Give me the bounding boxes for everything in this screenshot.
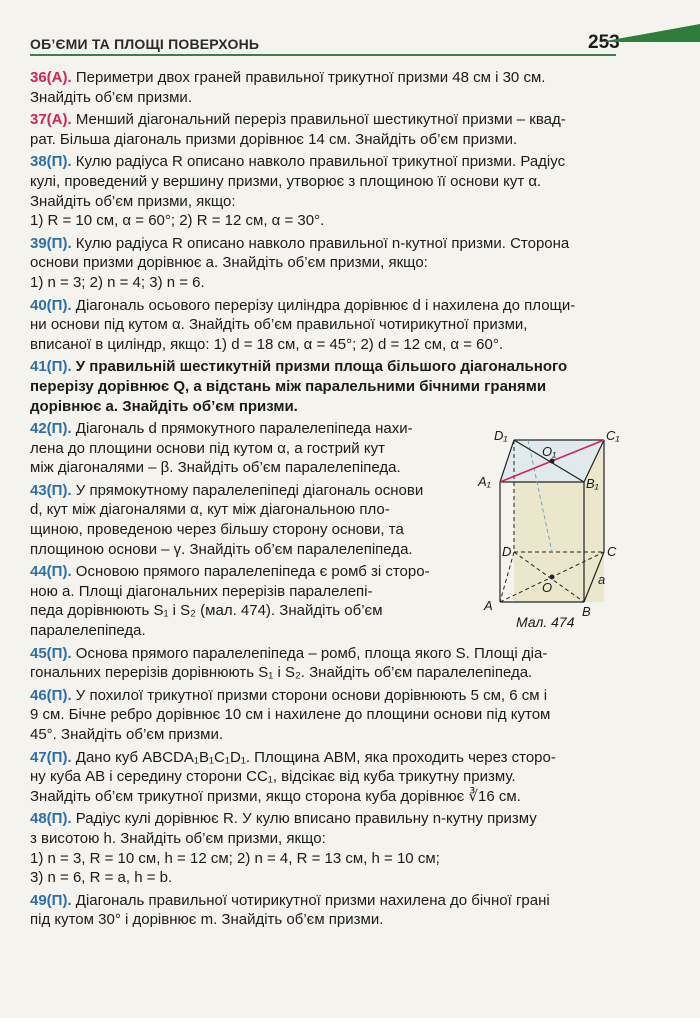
problem-number: 45(П). [30,644,72,662]
problem-number: 48(П). [30,810,72,828]
problem-49: 49(П). Діагональ правильної чотирикутної призми нахилена до бічної грані під кутом 30° і дорівнює m. Знайдіть об’єм призми. [30,891,550,929]
label-c: C [607,544,617,559]
label-a: A [484,598,493,613]
section-title: ОБ’ЄМИ ТА ПЛОЩІ ПОВЕРХОНЬ [30,36,260,52]
label-o1: O₁ [542,444,557,459]
page-header [30,34,670,58]
problem-48: 48(П). Радіус кулі дорівнює R. У кулю вписано правильну n-кутну призму з висотою h. Знайдіть об’єм призми, якщо: 1) n = 3, R = 10 см, h = 12 см; 2) n = 4, R = 13 см, h = 10 см; 3) n = 6, R = a, h = b. [30,810,537,887]
problem-47: 47(П). Дано куб ABCDA₁B₁C₁D₁. Площина ABM, яка проходить через сторо- ну куба AB і середину сторони CC₁, відсікає від куба трикутну призму. Знайдіть об’єм трикутної призми, якщо сторона куба дорівнює ∛16 см. [30,748,556,805]
problem-44: 44(П). Основою прямого паралелепіпеда є ромб зі сторо- ною a. Площі діагональних перерізів паралелепі- педа дорівнюють S₁ і S₂ (мал. 474). Знайдіть об’єм паралелепіпеда. [30,563,430,640]
problem-number: 44(П). [30,563,72,581]
problem-42: 42(П). Діагональ d прямокутного паралелепіпеда нахи- лена до площини основи під кутом α, а гострий кут між діагоналями – β. Знайдіть об’єм паралелепіпеда. [30,420,413,477]
page-number: 253 [588,32,620,53]
corner-tab-decoration [600,20,700,60]
problem-number: 40(П). [30,296,72,314]
problem-39: 39(П). Кулю радіуса R описано навколо правильної n-кутної призми. Сторона основи призми дорівнює a. Знайдіть об’єм призми, якщо: 1) n = 3; 2) n = 4; 3) n = 6. [30,234,570,291]
header-rule [30,54,616,56]
problem-number: 36(А). [30,69,72,86]
label-b: B [582,604,591,619]
problem-number: 39(П). [30,234,72,252]
problem-number: 42(П). [30,420,72,438]
label-b1: B₁ [586,476,599,491]
problem-40: 40(П). Діагональ осьового перерізу циліндра дорівнює d і нахилена до площи- ни основи під кутом α. Знайдіть об’єм правильної чотирикутної призми, вписаної в циліндр, якщо: 1) d = 18 см, α = 45°; 2) d = 12 см, α = 60°. [30,296,576,353]
problem-number: 49(П). [30,891,72,909]
problem-41: 41(П). У правильній шестикутній призми площа більшого діагонального перерізу дорівнює Q, а відстань між паралельними бічними гранями дорівнює a. Знайдіть об’єм призми. [30,358,568,415]
problem-36: 36(А). Периметри двох граней правильної трикутної призми 48 см і 30 см. Знайдіть об’єм призми. [30,69,546,106]
problem-number: 37(А). [30,111,72,129]
label-o: O [542,580,553,595]
problem-38: 38(П). Кулю радіуса R описано навколо правильної трикутної призми. Радіус кулі, проведений у вершину призми, утворює з площиною її основи кут α. Знайдіть об’єм призми, якщо: 1) R = 10 см, α = 60°; 2) R = 12 см, α = 30°. [30,153,566,230]
point-o1 [550,459,555,464]
problem-number: 38(П). [30,153,72,171]
problem-37: 37(А). Менший діагональний переріз правильної шестикутної призми – квад- рат. Більша діагональ призми дорівнює 14 см. Знайдіть об’єм призми. [30,111,566,148]
problem-number: 43(П). [30,481,72,499]
label-d: D [502,544,512,559]
label-c1: C₁ [606,428,620,443]
problem-45: 45(П). Основа прямого паралелепіпеда – ромб, площа якого S. Площі діа- гональних перерізів дорівнюють S₁ і S₂. Знайдіть об’єм паралелепіпеда. [30,644,548,682]
label-a1: A₁ [478,474,491,489]
problem-number: 41(П). [30,358,72,376]
label-d1: D₁ [494,428,508,443]
problem-number: 46(П). [30,686,72,704]
figure-parallelepiped [472,426,632,636]
point-o [550,575,555,580]
label-a-side: a [598,572,606,587]
problem-43: 43(П). У прямокутному паралелепіпеді діагональ основи d, кут між діагоналями α, кут між діагональною пло- щиною, проведеною через більшу сторону основи, та площиною основи – γ. Знайдіть об’єм паралелепіпеда. [30,481,424,558]
figure-caption: Мал. 474 [516,614,575,630]
problem-number: 47(П). [30,748,72,766]
problem-46: 46(П). У похилої трикутної призми сторони основи дорівнюють 5 см, 6 см і 9 см. Бічне ребро дорівнює 10 см і нахилене до площини основи під кутом 45°. Знайдіть об’єм призми. [30,686,551,743]
